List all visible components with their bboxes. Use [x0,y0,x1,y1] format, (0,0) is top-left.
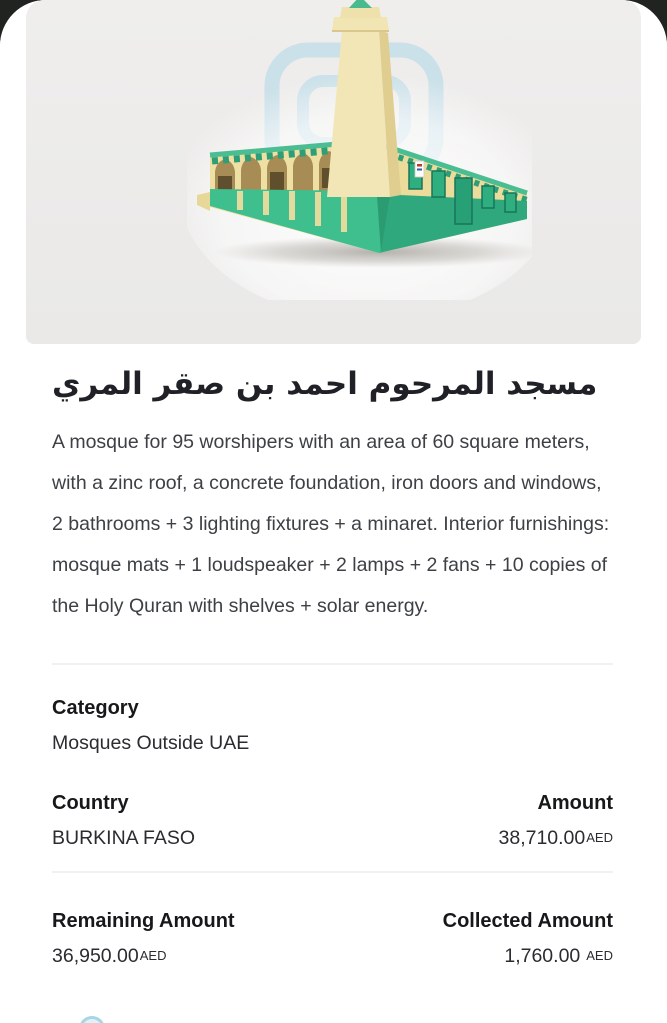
collected-amount-currency: AED [586,948,613,964]
amount-currency: AED [586,830,613,846]
remaining-amount-label: Remaining Amount [52,910,235,933]
partial-circle-icon[interactable] [79,1016,105,1023]
amount-field [499,792,614,850]
remaining-collected-row [52,910,613,968]
project-image-section [0,0,667,348]
country-value: BURKINA FASO [52,827,196,850]
remaining-field [52,910,235,968]
project-title-arabic: مسجد المرحوم احمد بن صقر المري [52,366,598,402]
country-amount-row [52,792,613,850]
amount-number: 38,710.00 [498,827,586,850]
remaining-amount-number: 36,950.00 [52,945,139,968]
project-details-card [0,360,667,968]
country-field [52,792,195,850]
category-section [52,697,613,755]
image-background [26,0,641,344]
mosque-photo [187,0,532,300]
collected-field [443,910,613,968]
divider [52,663,613,665]
category-value: Mosques Outside UAE [52,732,250,755]
collected-amount-number: 1,760.00 [504,945,581,968]
collected-amount-label: Collected Amount [442,910,613,933]
divider [52,871,613,873]
category-label: Category [52,697,139,720]
remaining-amount-currency: AED [139,948,167,964]
amount-label: Amount [537,792,613,815]
amount-value [499,827,614,850]
collected-amount-value [443,945,613,968]
project-description: A mosque for 95 worshipers with an area of 60 square meters, with a zinc roof, a concrete foundation, iron doors and windows, 2 bathrooms + 3 lighting fixtures + a minaret. Interior furnishings: mosque mats + 1 loudspeaker + 2 lamps + 2 fans + 10 copies of the Holy Quran with shelves + solar energy. [52,431,610,618]
country-label: Country [52,792,129,815]
remaining-amount-value [52,945,235,968]
